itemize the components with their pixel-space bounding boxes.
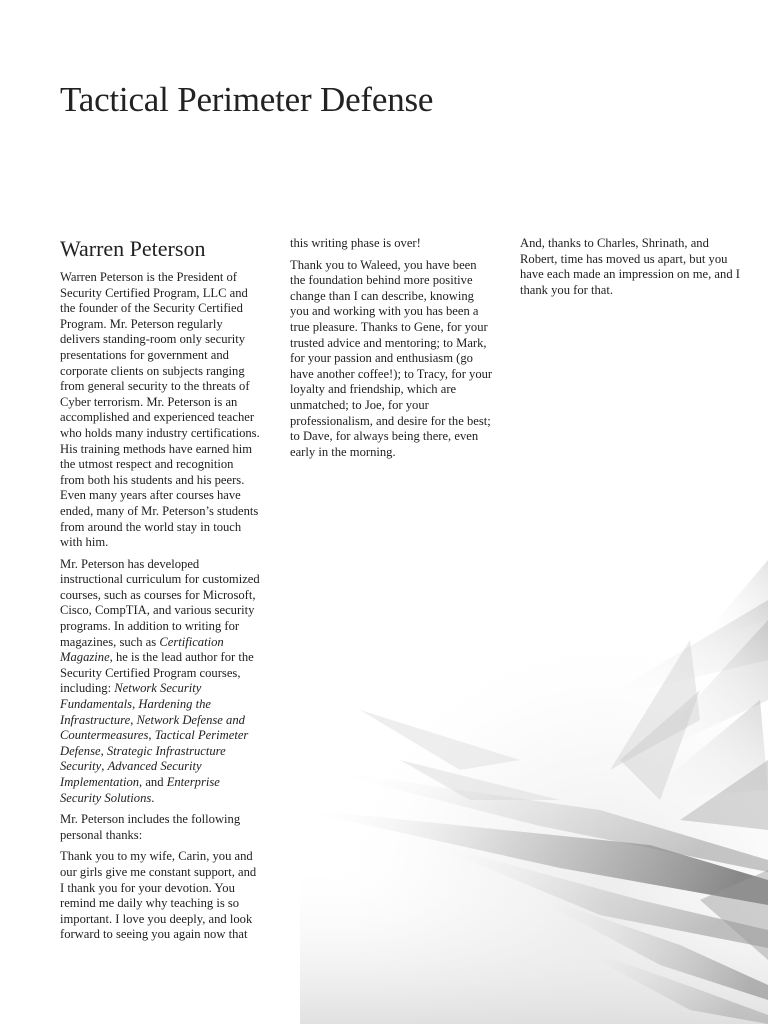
column-3 [520,236,748,304]
course-title: Advanced Security Implementation [60,759,202,789]
course-title: Hardening the Infrastructure [60,697,211,727]
bio-paragraph-2: Mr. Peterson has developed instructional curriculum for customized courses, such as courses for Microsoft, Cisco, CompTIA, and various security programs. In addition to writing for magazines, such as Certification Magazine, he is the lead author for the Security Certified Program courses, including: Network Security Fundamentals, Hardening the Infrastructure, Network Defense and Countermeasures, Tactical Perimeter Defense, Strategic Infrastructure Security, Advanced Security Implementation, and Enterprise Security Solutions. [60,556,260,805]
column-2 [290,236,495,466]
thanks-paragraph-2: Thank you to Waleed, you have been the foundation behind more positive change than I can describe, knowing you and working with you has been a true pleasure. Thanks to Gene, for your trusted advice and mentoring; to Mark, for your passion and enthusiasm (go have another coffee!); to Tracy, for your loyalty and friendship, which are unmatched; to Joe, for your professionalism, and desire for the best; to Dave, for always being there, even early in the morning. [290,257,493,459]
book-title: Tactical Perimeter Defense [60,80,434,119]
course-title: Tactical Perimeter Defense [60,728,249,758]
thanks-paragraph-1-continued: this writing phase is over! [290,236,421,250]
thanks-paragraph-1: Thank you to my wife, Carin, you and our girls give me constant support, and I thank you for your devotion. You remind me daily why teaching is so important. I love you deeply, and look forward to seeing you again now that [60,849,257,942]
course-title: Network Defense and Countermeasures [60,712,245,743]
author-name-heading: Warren Peterson [60,236,206,261]
column-1 [60,236,260,949]
bio-paragraph-1: Warren Peterson is the President of Security Certified Program, LLC and the founder of the Security Certified Program. Mr. Peterson regularly delivers standing-room only security presentations for government and corporate clients on subjects ranging from general security to the threats of Cyber terrorism. Mr. Peterson is an accomplished and experienced teacher who holds many industry certifications. His training methods have earned him the utmost respect and recognition from both his students and his peers. Even many years after courses have ended, many of Mr. Peterson’s students from around the world stay in touch with him. [60,270,260,550]
course-title: Strategic Infrastructure Security [60,743,226,774]
magazine-title: Certification Magazine [60,634,224,665]
course-title: Enterprise Security Solutions [60,775,220,805]
thanks-paragraph-3: And, thanks to Charles, Shrinath, and Robert, time has moved us apart, but you have each made an impression on me, and I thank you for that. [520,236,740,297]
bio-paragraph-3: Mr. Peterson includes the following personal thanks: [60,812,241,842]
course-title: Network Security Fundamentals [60,681,202,712]
